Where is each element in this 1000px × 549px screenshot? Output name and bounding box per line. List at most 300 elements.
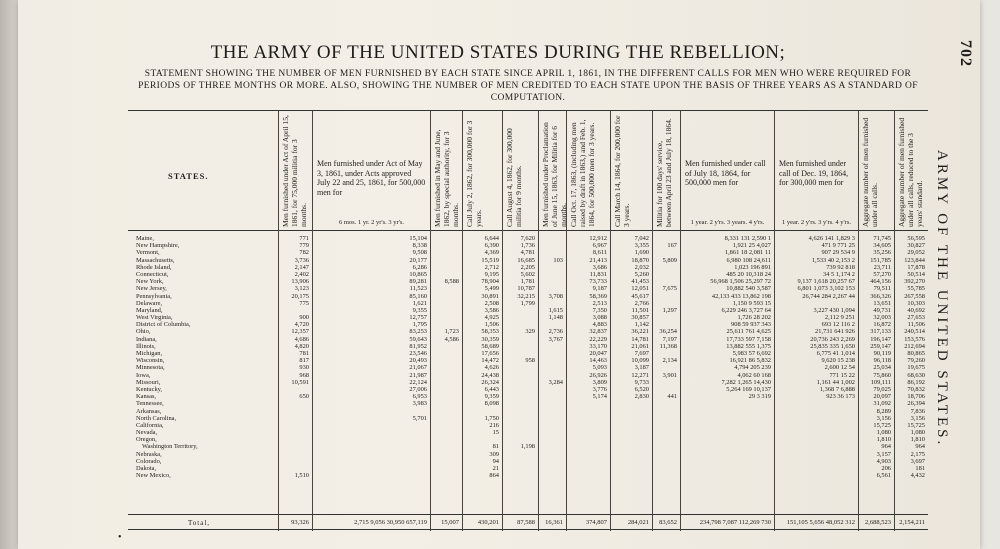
table-cell: 3,355 (634, 242, 649, 250)
table-cell (431, 379, 462, 386)
total-value-c3: 15,007 (441, 519, 459, 526)
table-cell (681, 408, 774, 415)
column-header-c12: Aggregate number of men furnished under all calls. (861, 117, 879, 227)
column-cells-c11 (775, 235, 858, 479)
table-cell: 86,192 (907, 378, 925, 386)
table-cell: 4,686 (294, 335, 309, 343)
table-cell (503, 343, 538, 350)
table-cell (503, 472, 538, 479)
state-name: New York, (136, 278, 164, 286)
table-cell (431, 321, 462, 328)
table-cell: 1,080 (876, 429, 891, 437)
table-cell: 5,809 (662, 256, 677, 264)
table-cell (681, 443, 774, 450)
statistics-table (128, 110, 928, 530)
table-cell: 26,394 (907, 400, 925, 408)
table-cell (539, 357, 566, 364)
table-cell (431, 293, 462, 300)
table-cell: 36,254 (659, 328, 677, 336)
state-name: Maine, (136, 235, 154, 242)
table-cell: 26,744 284 2,267 44 (802, 292, 855, 300)
table-cell (431, 257, 462, 264)
table-cell (279, 400, 312, 407)
table-cell: 1,799 (520, 299, 535, 307)
table-cell: 8,331 131 2,590 1 (724, 235, 771, 242)
table-cell (431, 472, 462, 479)
table-cell: 16,921 86 5,832 (729, 357, 771, 365)
column-header-c2: Men furnished under Act of May 3, 1861, under Acts approved July 22 and 25, 1861, for 500,000 men for (317, 159, 426, 197)
table-cell (539, 321, 566, 328)
table-cell: 781 (299, 350, 309, 357)
column-cells-c3 (431, 235, 462, 479)
table-cell (503, 429, 538, 436)
table-cell: 3,686 (592, 263, 607, 271)
table-cell (775, 400, 858, 407)
table-cell (279, 458, 312, 465)
column-states (128, 111, 278, 531)
table-cell (539, 285, 566, 292)
table-cell (431, 242, 462, 249)
table-cell: 20,175 (291, 292, 309, 300)
table-cell (653, 443, 680, 450)
table-cell: 14,463 (589, 357, 607, 365)
table-cell: 923 36 173 (826, 393, 855, 401)
table-cell: 70,832 (907, 385, 925, 393)
table-cell (681, 472, 774, 479)
column-cells-c10 (681, 235, 774, 479)
table-cell (539, 264, 566, 271)
table-cell: 1,690 (634, 249, 649, 257)
table-cell: 329 (525, 328, 535, 336)
state-name: Oregon, (136, 436, 157, 444)
table-cell: 21 (492, 465, 499, 472)
table-cell: 958 (525, 357, 535, 365)
column-c12 (858, 111, 894, 531)
table-cell: 1,533 40 2,153 2 (811, 256, 855, 264)
table-cell: 7,697 (634, 350, 649, 357)
column-header-c5: Call August 4, 1862, for 300,000 militia for 9 months. (505, 128, 523, 227)
table-cell (681, 451, 774, 458)
table-cell: 4,062 60 168 (737, 371, 771, 379)
table-cell: 7,350 (592, 306, 607, 314)
table-cell: 79,025 (873, 385, 891, 393)
column-header-c1: Men furnished under Act of April 15, 1861, for 75,000 militia for 3 months. (281, 115, 308, 227)
page-subtitle: STATEMENT SHOWING THE NUMBER OF MEN FURNISHED BY EACH STATE SINCE APRIL 1, 1861, IN THE DIFFERENT CALLS FOR MEN WHO WERE REQUIRED FOR PERIODS OF THREE MONTHS OR MORE. ALSO, SHOWING THE NUMBER OF MEN CREDITED TO EACH STATE UPON THE BASIS OF THREE YEARS AS A STANDARD OF COMPUTATION. (138, 69, 918, 103)
state-name: Kentucky, (136, 385, 163, 393)
table-cell (653, 451, 680, 458)
table-cell (431, 357, 462, 364)
table-cell (503, 408, 538, 415)
column-cells-c7 (567, 235, 610, 479)
table-cell: 2,175 (910, 450, 925, 458)
table-cell: 6,520 (634, 385, 649, 393)
table-cell: 779 (299, 242, 309, 250)
table-cell (611, 436, 652, 443)
table-cell (503, 321, 538, 328)
table-cell: 6,967 (592, 242, 607, 250)
table-cell: 50,514 (907, 270, 925, 278)
table-cell: 20,736 243 2,269 (810, 335, 855, 343)
table-cell: 29,052 (907, 249, 925, 257)
table-cell (567, 465, 610, 472)
table-cell: 5,264 169 10,137 (726, 385, 771, 393)
table-cell: 4,720 (294, 321, 309, 329)
state-name: Tennessee, (136, 400, 164, 408)
table-cell: 930 (299, 364, 309, 372)
table-cell: 485 20 10,318 24 (726, 270, 771, 278)
table-cell: 10,591 (291, 378, 309, 386)
table-cell (539, 343, 566, 350)
table-cell (611, 451, 652, 458)
table-cell: 5,983 57 6,692 (732, 350, 771, 357)
table-cell (279, 451, 312, 458)
column-c11 (774, 111, 858, 531)
table-cell (653, 472, 680, 479)
table-cell: 94 (492, 457, 499, 465)
table-cell: 1,810 (876, 436, 891, 444)
state-name: Nebraska, (136, 450, 162, 458)
table-cell (431, 415, 462, 422)
state-name: Kansas, (136, 393, 157, 401)
state-name: North Carolina, (136, 414, 177, 422)
table-cell: 4,925 (484, 314, 499, 322)
table-cell (611, 472, 652, 479)
table-cell: 196,147 (870, 335, 891, 343)
table-cell: 1,736 (520, 242, 535, 250)
table-cell: 2,032 (634, 263, 649, 271)
table-cell (653, 364, 680, 371)
table-cell: 90,119 (873, 350, 891, 357)
table-cell: 14,781 (631, 335, 649, 343)
column-cells-c6 (539, 235, 566, 479)
state-name: West Virginia, (136, 314, 173, 322)
table-cell: 22,124 (409, 378, 427, 386)
table-cell: 309 (489, 450, 499, 458)
table-cell: 23,546 (409, 350, 427, 357)
table-cell (653, 379, 680, 386)
table-cell: 5,602 (520, 270, 535, 278)
book-spine (0, 0, 18, 549)
table-cell: 15,104 (409, 235, 427, 242)
table-cell (431, 271, 462, 278)
state-name: District of Columbia, (136, 321, 191, 329)
table-cell (431, 386, 462, 393)
table-cell: 23,711 (873, 263, 891, 271)
table-cell (775, 451, 858, 458)
table-cell (611, 443, 652, 450)
state-name: Missouri, (136, 378, 161, 386)
table-cell: 34,605 (873, 242, 891, 250)
table-cell: 58,689 (481, 342, 499, 350)
table-cell: 9,359 (484, 393, 499, 401)
table-cell: 206 (881, 465, 891, 472)
table-cell (539, 415, 566, 422)
table-cell (539, 364, 566, 371)
table-cell: 1,080 (910, 429, 925, 437)
total-value-c4: 430,201 (477, 519, 499, 526)
table-cell: 4,432 (910, 472, 925, 480)
table-cell: 11,501 (631, 306, 649, 314)
table-cell: 55,785 (907, 285, 925, 293)
column-cells-c4 (463, 235, 502, 479)
column-header-c7: Call Oct. 17, 1863, (including men raised by draft in 1863,) and Feb. 1, 1864, for 500,000 men for 3 years. (569, 119, 596, 227)
column-header-c8: Call March 14, 1864, for 200,000 for 3 years. (613, 115, 631, 227)
table-cell (503, 400, 538, 407)
table-cell (539, 271, 566, 278)
table-cell (539, 422, 566, 429)
total-value-c5: 87,588 (517, 519, 535, 526)
table-cell (611, 415, 652, 422)
table-cell (653, 458, 680, 465)
table-cell: 15,519 (481, 256, 499, 264)
table-cell (567, 400, 610, 407)
table-cell (681, 422, 774, 429)
table-cell: 20,177 (409, 256, 427, 264)
total-value-c6: 16,361 (545, 519, 563, 526)
table-cell (503, 386, 538, 393)
table-cell: 30,857 (631, 314, 649, 322)
table-cell (775, 415, 858, 422)
table-cell (775, 300, 858, 307)
table-cell: 4,794 205 239 (734, 364, 771, 372)
state-name: New Mexico, (136, 472, 171, 480)
table-cell (431, 372, 462, 379)
table-cell: 3,088 (592, 314, 607, 322)
table-cell: 964 (915, 443, 925, 451)
state-name: Ohio, (136, 328, 151, 336)
table-cell: 21,061 (631, 342, 649, 350)
table-cell: 4,369 (484, 249, 499, 257)
table-cell: 964 (881, 443, 891, 451)
table-cell: 25,611 761 4,625 (726, 328, 771, 336)
page-number: 702 (957, 40, 974, 67)
table-cell (611, 408, 652, 415)
table-cell: 11,506 (907, 321, 925, 329)
table-cell (313, 422, 430, 429)
table-cell: 89,281 (409, 278, 427, 286)
table-cell: 21,067 (409, 364, 427, 372)
table-cell (431, 458, 462, 465)
table-cell (567, 422, 610, 429)
table-cell (431, 422, 462, 429)
table-cell (431, 408, 462, 415)
table-cell: 2,205 (520, 263, 535, 271)
table-cell (539, 465, 566, 472)
table-cell: 42,133 433 13,862 198 (711, 292, 771, 300)
table-cell: 22,229 (589, 335, 607, 343)
table-cell: 9,620 15 238 (821, 357, 855, 365)
table-cell (539, 386, 566, 393)
total-value-c9: 83,652 (659, 519, 677, 526)
table-cell (313, 443, 430, 450)
table-cell: 14,472 (481, 357, 499, 365)
table-cell: 32,215 (517, 292, 535, 300)
table-cell: 2,402 (294, 270, 309, 278)
table-cell: 1,615 (548, 306, 563, 314)
state-name: California, (136, 421, 164, 429)
table-cell: 4,903 (876, 457, 891, 465)
column-c2 (312, 111, 430, 531)
table-cell (681, 400, 774, 407)
table-cell: 181 (915, 465, 925, 472)
table-cell (463, 408, 502, 415)
table-cell: 1,726 28 202 (737, 314, 771, 322)
table-cell (775, 422, 858, 429)
table-cell (775, 443, 858, 450)
table-cell: 5,499 (484, 285, 499, 293)
table-cell: 10,865 (409, 270, 427, 278)
table-cell: 7,675 (662, 285, 677, 293)
state-name: New Jersey, (136, 285, 167, 293)
column-header-c11: Men furnished under call of Dec. 19, 1864, for 300,000 men for (779, 159, 849, 187)
table-cell (611, 422, 652, 429)
table-cell: 15,725 (907, 421, 925, 429)
column-header-c13: Aggregate number of men furnished under all calls, reduced to the 3 years' standard. (897, 117, 924, 227)
table-cell: 3,187 (634, 364, 649, 372)
table-cell: 3,284 (548, 378, 563, 386)
table-cell: 9,733 (634, 378, 649, 386)
table-cell: 15,725 (873, 421, 891, 429)
table-cell: 1,861 18 2,081 11 (724, 249, 771, 257)
table-cell (539, 249, 566, 256)
table-cell (431, 393, 462, 400)
state-name: Maryland, (136, 306, 163, 314)
state-name: Pennsylvania, (136, 292, 172, 300)
table-cell: 4,820 (294, 342, 309, 350)
table-cell (775, 429, 858, 436)
table-cell: 771 (299, 235, 309, 242)
table-cell: 58,369 (589, 292, 607, 300)
table-cell: 1,506 (484, 321, 499, 329)
column-c6 (538, 111, 566, 531)
table-cell: 2,736 (548, 328, 563, 336)
table-cell: 40,692 (907, 306, 925, 314)
state-name: Rhode Island, (136, 263, 172, 271)
table-cell: 3,708 (548, 292, 563, 300)
table-cell (539, 242, 566, 249)
table-cell (503, 379, 538, 386)
table-cell (653, 271, 680, 278)
table-cell: 3,809 (592, 378, 607, 386)
table-cell: 1,795 (412, 321, 427, 329)
table-cell: 267,558 (904, 292, 925, 300)
table-cell: 30,891 (481, 292, 499, 300)
table-cell: 7,197 (662, 335, 677, 343)
total-value-c2: 2,715 9,056 30,950 657,119 (354, 519, 427, 526)
table-cell (431, 300, 462, 307)
table-cell: 1,161 44 1,002 (816, 378, 855, 386)
table-cell: 30,827 (907, 242, 925, 250)
table-cell: 13,906 (291, 278, 309, 286)
table-cell: 26,324 (481, 378, 499, 386)
table-cell: 2,766 (634, 299, 649, 307)
table-cell: 1,023 196 891 (734, 263, 771, 271)
table-cell (503, 314, 538, 321)
table-cell: 19,675 (907, 364, 925, 372)
table-cell: 6,286 (412, 263, 427, 271)
table-cell: 775 (299, 299, 309, 307)
column-subheader-c10: 1 year. 2 y'rs. 3 years. 4 y'rs. (690, 219, 765, 226)
table-cell (611, 465, 652, 472)
table-cell (503, 415, 538, 422)
table-cell: 2,147 (294, 263, 309, 271)
column-cells-states (128, 235, 278, 479)
column-subheader-c2: 6 mos. 1 yr. 2 yr's. 3 yr's. (339, 219, 404, 226)
state-name: Connecticut, (136, 270, 169, 278)
table-cell (681, 415, 774, 422)
table-cell: 907 29 534 9 (821, 249, 855, 257)
column-header-c3: Men furnished in May and June, 1862, by special authority, for 3 months. (433, 129, 460, 227)
table-cell (681, 429, 774, 436)
table-cell (539, 451, 566, 458)
table-cell: 18,870 (631, 256, 649, 264)
table-cell: 103 (553, 256, 563, 264)
table-cell: 79,260 (907, 357, 925, 365)
table-cell: 29 3 319 (748, 393, 771, 401)
table-cell (653, 314, 680, 321)
table-cell (279, 415, 312, 422)
table-cell: 10,787 (517, 285, 535, 293)
table-cell (539, 436, 566, 443)
table-cell: 13,651 (873, 299, 891, 307)
table-cell: 6,644 (484, 235, 499, 242)
total-row (128, 514, 928, 531)
table-cell: 109,111 (870, 378, 891, 386)
table-cell (503, 393, 538, 400)
table-cell (653, 350, 680, 357)
table-cell: 18,706 (907, 393, 925, 401)
table-cell (431, 235, 462, 242)
table-cell: 4,781 (520, 249, 535, 257)
table-cell: 11,831 (589, 270, 607, 278)
column-c10 (680, 111, 774, 531)
state-name: Michigan, (136, 350, 163, 357)
table-cell: 4,626 141 1,829 3 (808, 235, 855, 242)
table-cell (611, 458, 652, 465)
table-cell (431, 400, 462, 407)
table-cell: 9,508 (412, 249, 427, 257)
table-cell (539, 235, 566, 242)
table-cell: 1,510 (294, 472, 309, 480)
table-cell: 34 5 1,174 2 (823, 270, 855, 278)
table-cell (431, 307, 462, 314)
table-cell: 16,872 (873, 321, 891, 329)
table-cell: 650 (299, 393, 309, 401)
table-cell: 259,147 (870, 342, 891, 350)
state-name: New Hampshire, (136, 242, 180, 250)
table-cell: 20,493 (409, 357, 427, 365)
table-cell (431, 364, 462, 371)
table-cell: 3,767 (548, 335, 563, 343)
table-cell: 36,221 (631, 328, 649, 336)
table-cell: 30,359 (481, 335, 499, 343)
table-cell: 471 9 771 25 (821, 242, 855, 250)
table-cell (503, 372, 538, 379)
table-cell: 49,731 (873, 306, 891, 314)
table-cell (503, 336, 538, 343)
table-cell: 167 (667, 242, 677, 250)
table-cell (431, 443, 462, 450)
table-cell (611, 429, 652, 436)
table-cell: 1,150 9 593 15 (732, 299, 771, 307)
table-cell: 4,586 (444, 335, 459, 343)
table-cell: 12,357 (291, 328, 309, 336)
table-cell: 2,712 (484, 263, 499, 271)
table-cell (567, 436, 610, 443)
column-header-c10: Men furnished under call of July 18, 1864, for 500,000 men for (685, 159, 766, 187)
total-value-c8: 284,021 (627, 519, 649, 526)
table-cell: 2,134 (662, 357, 677, 365)
